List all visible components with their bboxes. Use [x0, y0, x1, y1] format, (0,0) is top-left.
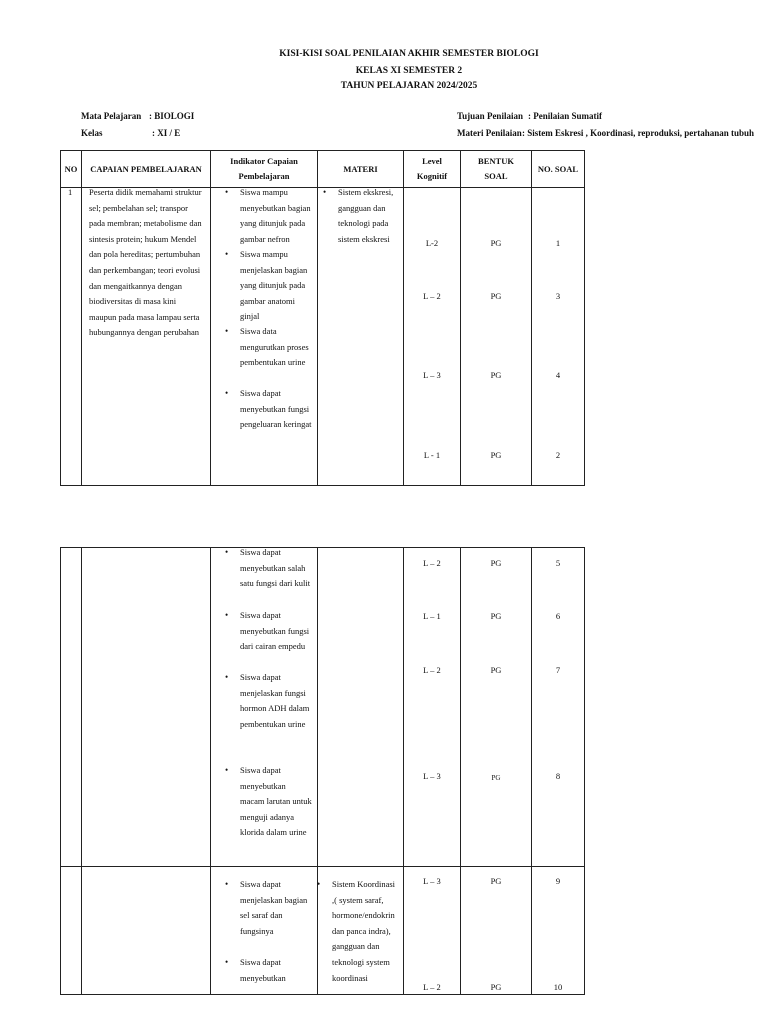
bentuk-value: PG	[490, 876, 502, 886]
material-value: : Sistem Eskresi , Koordinasi, reproduksi, pertahanan tubuh	[522, 128, 755, 138]
class-value: : XI / E	[152, 128, 181, 138]
bentuk-value: PG	[490, 611, 502, 621]
bentuk-value: PG	[490, 665, 502, 675]
header-bentuk: BENTUK SOAL	[461, 151, 532, 188]
nosoal-value: 8	[555, 771, 561, 781]
goal-label: Tujuan Penilaian	[457, 111, 523, 121]
bentuk-value: PG	[490, 291, 502, 301]
doc-title-line3: TAHUN PELAJARAN 2024/2025	[340, 81, 478, 91]
level-value: L – 1	[423, 611, 441, 621]
row1-capaian-line: dan perkembangan; teori evolusi	[89, 265, 201, 275]
row1-capaian-line: maupun pada masa lampau serta	[89, 311, 200, 322]
indikator-item: • Siswa dapat menjelaskan fungsi hormon ADH dalam pembentukan urine	[240, 670, 309, 732]
nosoal-value: 2	[555, 450, 561, 460]
indikator-item: • Siswa data mengurutkan proses pembentukan urine	[240, 324, 309, 371]
nosoal-value: 10	[553, 982, 563, 992]
nosoal-value: 9	[555, 876, 561, 886]
level-value: L – 2	[423, 665, 441, 675]
level-value: L – 3	[423, 370, 441, 380]
row1-capaian-line: pada membran; metabolisme dan	[89, 218, 202, 229]
row1-capaian-line: sintesis protein; hukum Mendel	[89, 233, 197, 244]
goal-value: : Penilaian Sumatif	[528, 111, 603, 121]
level-value: L – 3	[423, 771, 441, 781]
header-nosoal: NO. SOAL	[532, 151, 585, 188]
indikator-item: • Siswa dapat menjelaskan bagian sel saraf dan fungsinya	[240, 877, 307, 939]
header-level: Level Kognitif	[404, 151, 461, 188]
header-indikator: Indikator Capaian Pembelajaran	[211, 151, 318, 188]
row1-capaian-line: Peserta didik memahami struktur	[89, 187, 202, 197]
indikator-item: • Siswa dapat menyebutkan fungsi dari cairan empedu	[240, 608, 309, 655]
materi-item: • Sistem ekskresi, gangguan dan teknologi pada sistem ekskresi	[338, 185, 393, 247]
grid-table-2	[60, 547, 585, 995]
bentuk-value: PG	[491, 774, 501, 782]
level-value: L-2	[425, 238, 439, 248]
doc-title-line2: KELAS XI SEMESTER 2	[355, 66, 463, 76]
row1-capaian-line: sel; pembelahan sel; transpor	[89, 202, 188, 213]
class-label: Kelas	[81, 128, 103, 138]
indikator-item: • Siswa mampu menyebutkan bagian yang ditunjuk pada gambar nefron	[240, 185, 311, 247]
indikator-item: • Siswa dapat menyebutkan	[240, 955, 286, 986]
bentuk-value: PG	[490, 370, 502, 380]
header-no: NO	[61, 151, 82, 188]
indikator-item: • Siswa dapat menyebutkan fungsi pengeluaran keringat	[240, 386, 312, 433]
row1-capaian-line: biodiversitas di masa kini	[89, 296, 177, 307]
bentuk-value: PG	[490, 982, 502, 992]
indikator-item: • Siswa dapat menyebutkan macam larutan untuk menguji adanya klorida dalam urine	[240, 763, 312, 841]
material-label: Materi Penilaian	[457, 128, 522, 138]
bentuk-value: PG	[490, 238, 502, 248]
level-value: L – 2	[423, 982, 441, 992]
level-value: L – 2	[423, 558, 441, 568]
nosoal-value: 3	[555, 291, 561, 301]
subject-label: Mata Pelajaran	[81, 111, 142, 121]
row1-no: 1	[68, 187, 73, 197]
nosoal-value: 6	[555, 611, 561, 621]
row1-capaian-line: hubungannya dengan perubahan	[89, 327, 199, 338]
nosoal-value: 5	[555, 558, 561, 568]
header-capaian: CAPAIAN PEMBELAJARAN	[82, 151, 211, 188]
doc-title-line1: KISI-KISI SOAL PENILAIAN AKHIR SEMESTER BIOLOGI	[279, 49, 539, 59]
nosoal-value: 7	[555, 665, 561, 675]
row1-capaian-line: dan mengaitkannya dengan	[89, 280, 182, 291]
subject-value: : BIOLOGI	[149, 111, 195, 121]
row1-capaian-line: dan pola hereditas; pertumbuhan	[89, 249, 201, 260]
indikator-item: • Siswa dapat menyebutkan salah satu fungsi dari kulit	[240, 545, 310, 592]
level-value: L – 3	[423, 876, 441, 886]
indikator-item: • Siswa mampu menjelaskan bagian yang ditunjuk pada gambar anatomi ginjal	[240, 247, 307, 325]
materi-item: • Sistem Koordinasi ,( system saraf, hormone/endokrin dan panca indra), gangguan dan teknologi system koordinasi	[332, 877, 395, 986]
grid-table-1	[60, 150, 585, 486]
level-value: L - 1	[423, 450, 441, 460]
bentuk-value: PG	[490, 450, 502, 460]
bentuk-value: PG	[490, 558, 502, 568]
nosoal-value: 4	[555, 370, 561, 380]
level-value: L – 2	[423, 291, 441, 301]
nosoal-value: 1	[555, 238, 561, 248]
header-materi: MATERI	[318, 151, 404, 188]
